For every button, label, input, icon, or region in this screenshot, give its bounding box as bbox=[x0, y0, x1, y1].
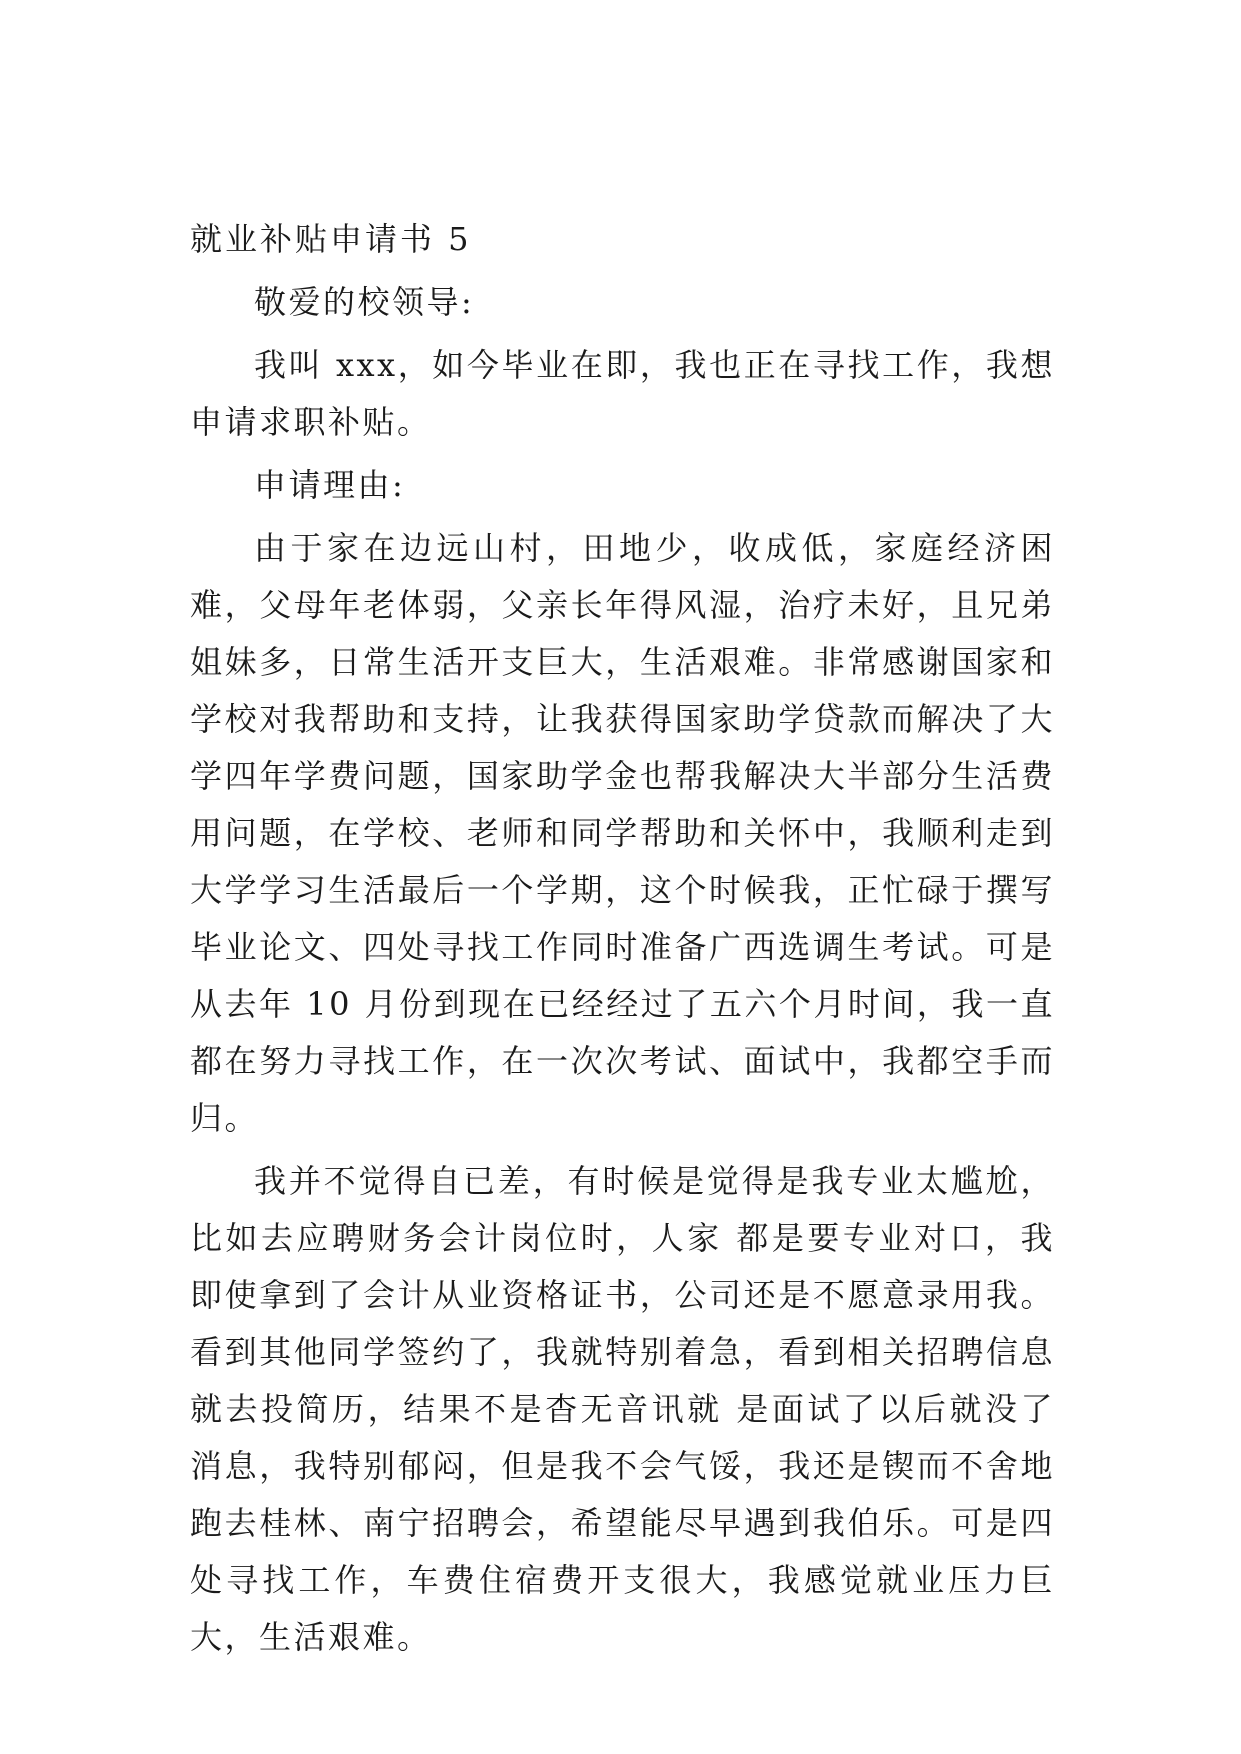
paragraph-family-situation: 由于家在边远山村，田地少，收成低，家庭经济困难，父母年老体弱，父亲长年得风湿，治疗未好，且兄弟姐妹多，日常生活开支巨大，生活艰难。非常感谢国家和学校对我帮助和支持，让我获得国家助学贷款而解决了大学四年学费问题，国家助学金也帮我解决大半部分生活费用问题，在学校、老师和同学帮助和关怀中，我顺利走到大学学习生活最后一个学期，这个时候我，正忙碌于撰写毕业论文、四处寻找工作同时准备广西选调生考试。可是从去年 10 月份到现在已经经过了五六个月时间，我一直都在努力寻找工作，在一次次考试、面试中，我都空手而归。 bbox=[190, 529, 1055, 1137]
document-title: 就业补贴申请书 5 bbox=[190, 220, 472, 258]
paragraph-reason-heading: 申请理由: bbox=[254, 466, 406, 504]
salutation: 敬爱的校领导: bbox=[254, 283, 475, 321]
paragraph-intro: 我叫 xxx，如今毕业在即，我也正在寻找工作，我想申请求职补贴。 bbox=[190, 346, 1055, 441]
paragraph-job-search: 我并不觉得自已差，有时候是觉得是我专业太尴尬，比如去应聘财务会计岗位时，人家 都是要专业对口，我即使拿到了会计从业资格证书，公司还是不愿意录用我。看到其他同学签约了，我就特别着急，看到相关招聘信息就去投简历，结果不是杳无音讯就 是面试了以后就没了消息，我特别郁闷，但是我不会气馁，我还是锲而不舍地跑去桂林、南宁招聘会，希望能尽早遇到我伯乐。可是四处寻找工作，车费住宿费开支很大，我感觉就业压力巨大，生活艰难。 bbox=[190, 1162, 1055, 1656]
document-page bbox=[190, 211, 1055, 1666]
